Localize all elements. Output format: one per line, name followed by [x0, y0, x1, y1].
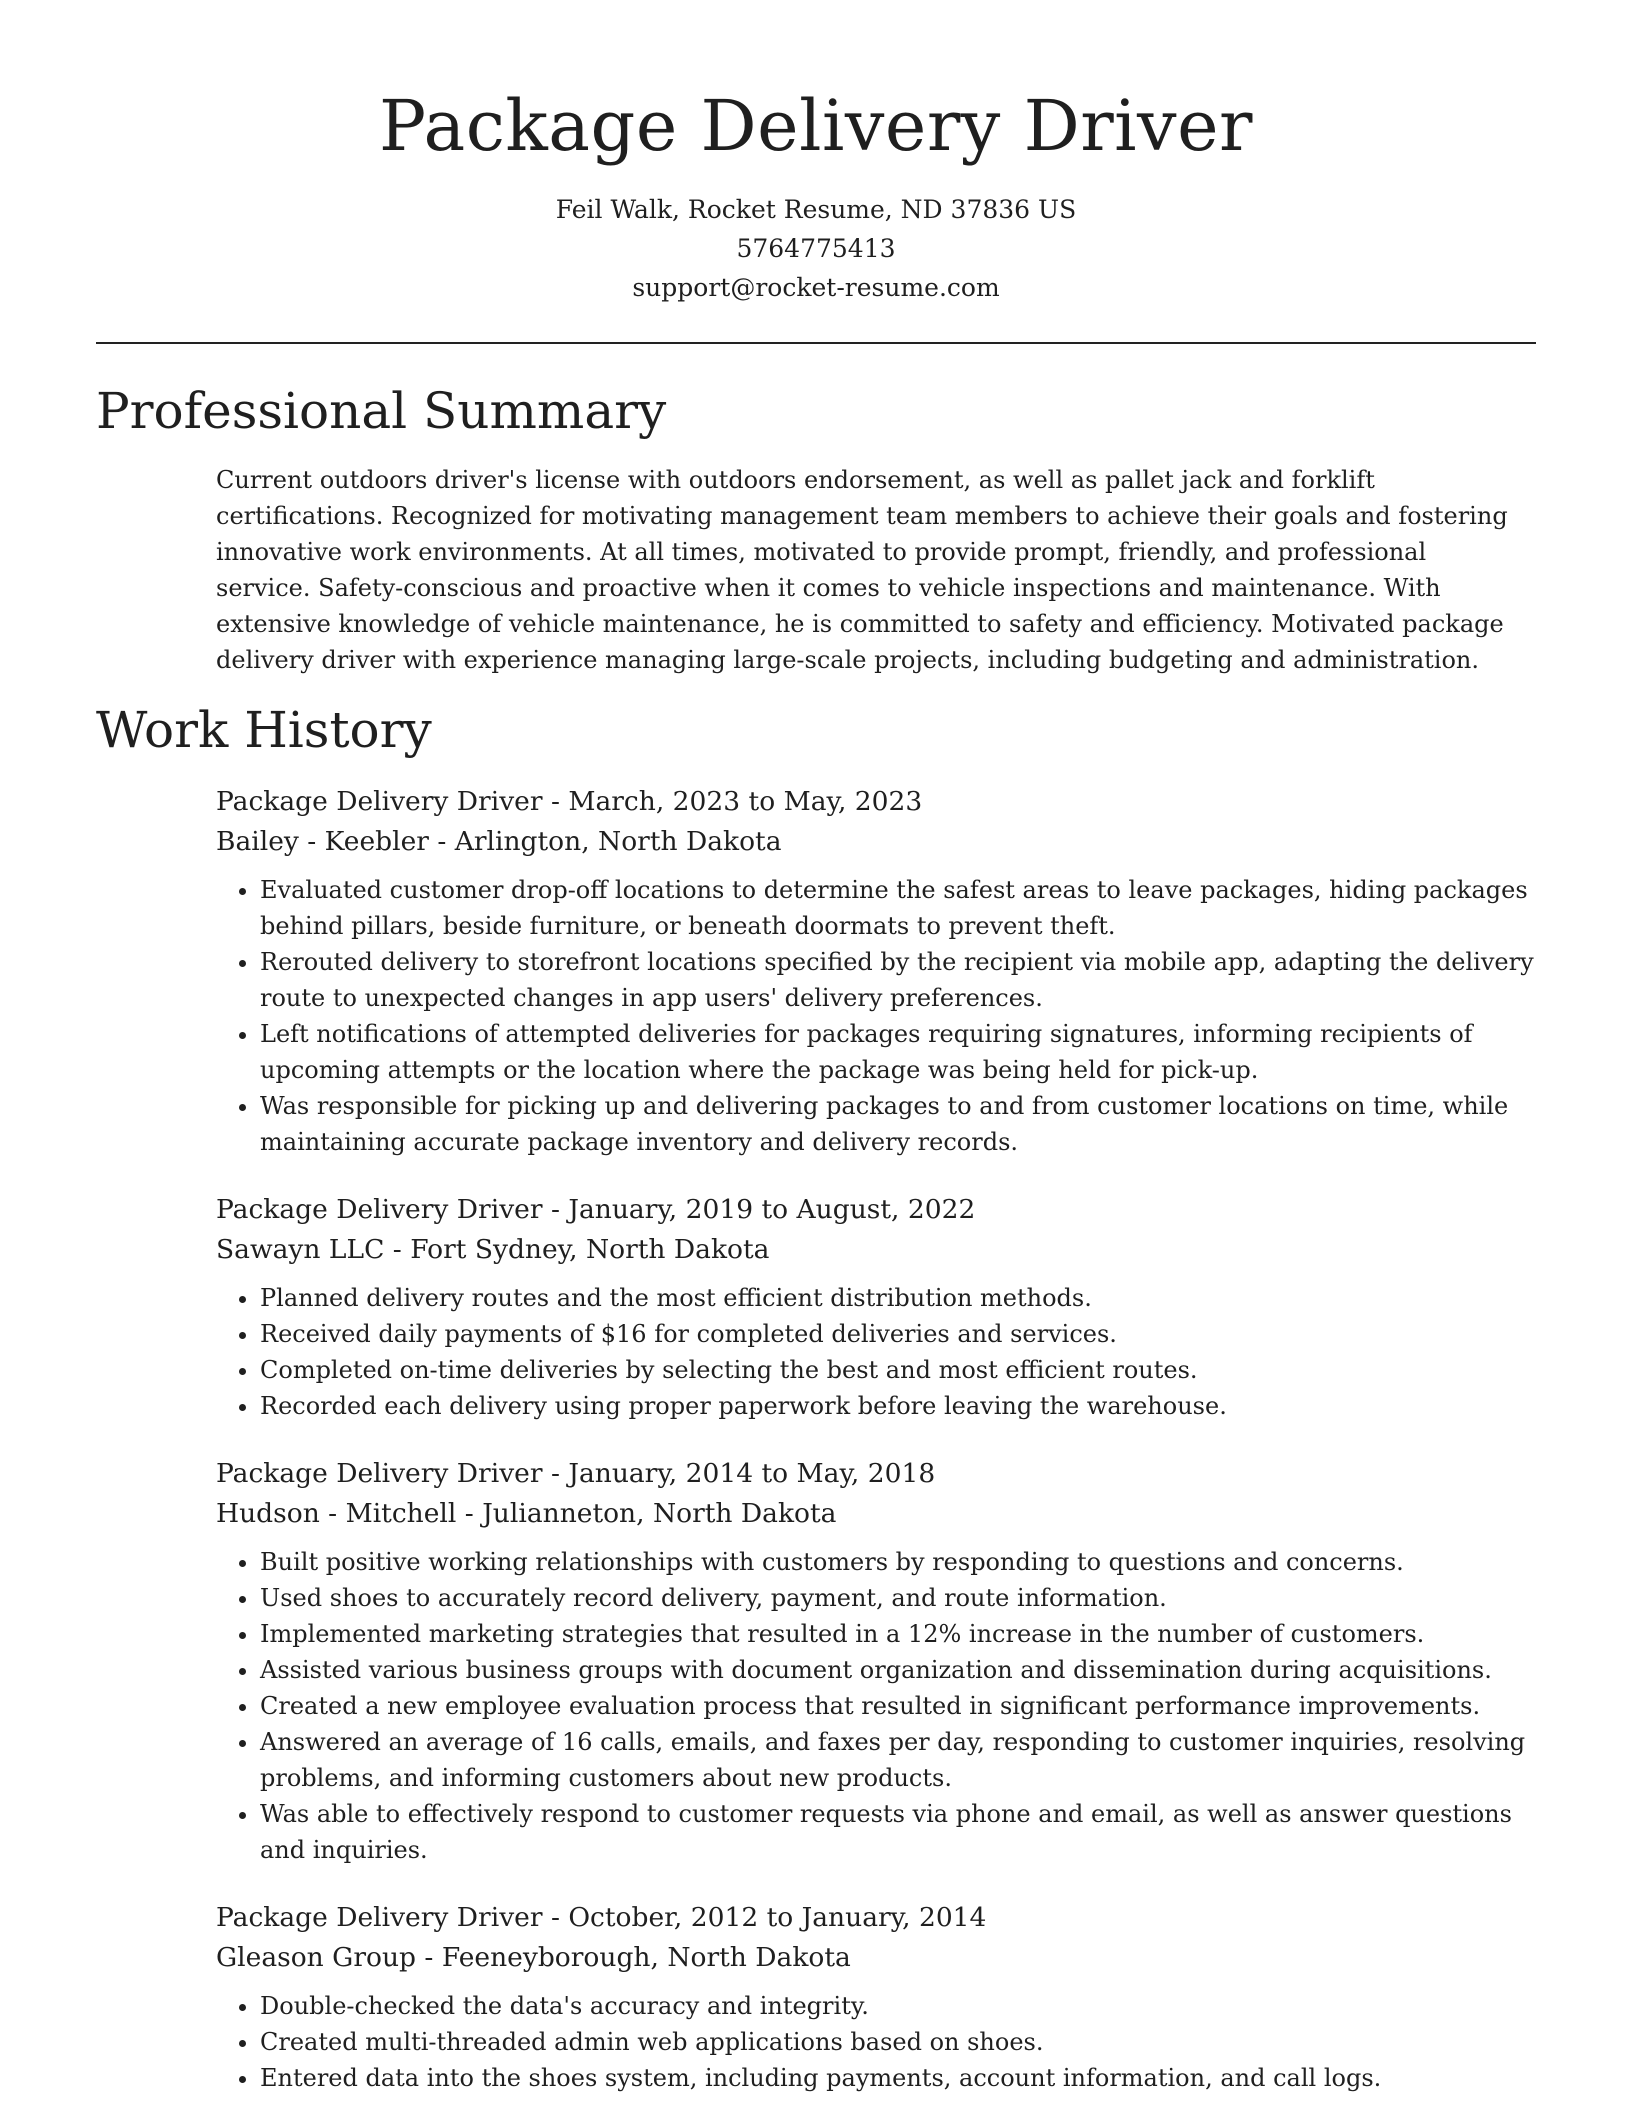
job-dates: March, 2023 to May, 2023 — [568, 786, 923, 817]
separator: - — [542, 1194, 569, 1225]
job-dates: January, 2019 to August, 2022 — [568, 1194, 976, 1225]
job-title: Package Delivery Driver — [216, 1458, 543, 1489]
job-bullets — [216, 1280, 1534, 1424]
job-entry — [216, 1454, 1534, 1868]
job-bullet: • Built positive working relationships with customers by responding to questions and concerns. — [260, 1544, 1534, 1580]
job-bullet: • Left notifications of attempted deliveries for packages requiring signatures, informing recipients of upcoming attempts or the location where the package was being held for pick-up. — [260, 1016, 1534, 1088]
separator: - — [428, 826, 455, 857]
work-history-heading: Work History — [96, 701, 432, 759]
job-company-line — [216, 1230, 1534, 1270]
job-bullet: • Created a new employee evaluation process that resulted in significant performance improvements. — [260, 1688, 1534, 1724]
work-history-list — [216, 782, 1534, 2112]
separator: - — [542, 786, 569, 817]
company-name: Gleason Group — [216, 1942, 416, 1973]
job-bullet: • Rerouted delivery to storefront locations specified by the recipient via mobile app, adapting the delivery route to unexpected changes in app users' delivery preferences. — [260, 944, 1534, 1016]
job-bullet: • Was able to effectively respond to customer requests via phone and email, as well as answer questions and inquiries. — [260, 1796, 1534, 1868]
job-bullets — [216, 1544, 1534, 1868]
job-bullet: • Assisted various business groups with document organization and dissemination during acquisitions. — [260, 1652, 1534, 1688]
job-location: Fort Sydney, North Dakota — [410, 1234, 770, 1265]
job-bullet: • Created multi-threaded admin web applications based on shoes. — [260, 2024, 1534, 2060]
job-bullets — [216, 1988, 1534, 2096]
contact-block — [0, 190, 1632, 307]
job-title: Package Delivery Driver — [216, 1902, 543, 1933]
job-dates: January, 2014 to May, 2018 — [568, 1458, 936, 1489]
job-entry — [216, 1190, 1534, 1424]
job-bullet: • Planned delivery routes and the most efficient distribution methods. — [260, 1280, 1534, 1316]
address: Feil Walk, Rocket Resume, ND 37836 US — [555, 195, 1077, 224]
job-entry — [216, 782, 1534, 1160]
company-name: Bailey - Keebler — [216, 826, 429, 857]
job-title: Package Delivery Driver — [216, 786, 543, 817]
separator: - — [542, 1458, 569, 1489]
job-bullet: • Answered an average of 16 calls, emails, and faxes per day, responding to customer inquiries, resolving problems, and informing customers about new products. — [260, 1724, 1534, 1796]
summary-text: Current outdoors driver's license with outdoors endorsement, as well as pallet jack and forklift certifications. Recognized for motivating management team members to achieve their goals and fostering innovative work environments. At all times, motivated to provide prompt, friendly, and professional service. Safety-conscious and proactive when it comes to vehicle inspections and maintenance. With extensive knowledge of vehicle maintenance, he is committed to safety and efficiency. Motivated package delivery driver with experience managing large-scale projects, including budgeting and administration. — [216, 466, 1508, 674]
job-title-line — [216, 1190, 1534, 1230]
header-divider — [96, 342, 1536, 344]
job-title-line — [216, 1898, 1534, 1938]
separator: - — [384, 1234, 411, 1265]
candidate-name: Package Delivery Driver — [379, 85, 1253, 167]
job-company-line — [216, 822, 1534, 862]
job-location: Feeneyborough, North Dakota — [441, 1942, 851, 1973]
job-bullet: • Double-checked the data's accuracy and integrity. — [260, 1988, 1534, 2024]
summary-heading: Professional Summary — [96, 382, 667, 440]
job-dates: October, 2012 to January, 2014 — [568, 1902, 987, 1933]
phone: 5764775413 — [736, 234, 896, 263]
job-bullet: • Implemented marketing strategies that resulted in a 12% increase in the number of customers. — [260, 1616, 1534, 1652]
job-bullet: • Was responsible for picking up and delivering packages to and from customer locations on time, while maintaining accurate package inventory and delivery records. — [260, 1088, 1534, 1160]
job-title: Package Delivery Driver — [216, 1194, 543, 1225]
job-company-line — [216, 1938, 1534, 1978]
job-title-line — [216, 782, 1534, 822]
job-bullet: • Evaluated customer drop-off locations to determine the safest areas to leave packages, hiding packages behind pillars, beside furniture, or beneath doormats to prevent theft. — [260, 872, 1534, 944]
job-title-line — [216, 1454, 1534, 1494]
job-bullet: • Received daily payments of $16 for completed deliveries and services. — [260, 1316, 1534, 1352]
job-bullet: • Recorded each delivery using proper paperwork before leaving the warehouse. — [260, 1388, 1534, 1424]
job-location: Julianneton, North Dakota — [482, 1498, 837, 1529]
job-bullet: • Entered data into the shoes system, including payments, account information, and call logs. — [260, 2060, 1534, 2096]
resume-header — [0, 0, 1632, 307]
job-bullet: • Completed on-time deliveries by selecting the best and most efficient routes. — [260, 1352, 1534, 1388]
job-location: Arlington, North Dakota — [454, 826, 782, 857]
email: support@rocket-resume.com — [632, 273, 1000, 302]
job-company-line — [216, 1494, 1534, 1534]
company-name: Hudson - Mitchell — [216, 1498, 457, 1529]
job-entry — [216, 1898, 1534, 2096]
separator: - — [456, 1498, 483, 1529]
job-bullets — [216, 872, 1534, 1160]
company-name: Sawayn LLC — [216, 1234, 385, 1265]
separator: - — [416, 1942, 442, 1973]
separator: - — [542, 1902, 569, 1933]
job-bullet: • Used shoes to accurately record delivery, payment, and route information. — [260, 1580, 1534, 1616]
